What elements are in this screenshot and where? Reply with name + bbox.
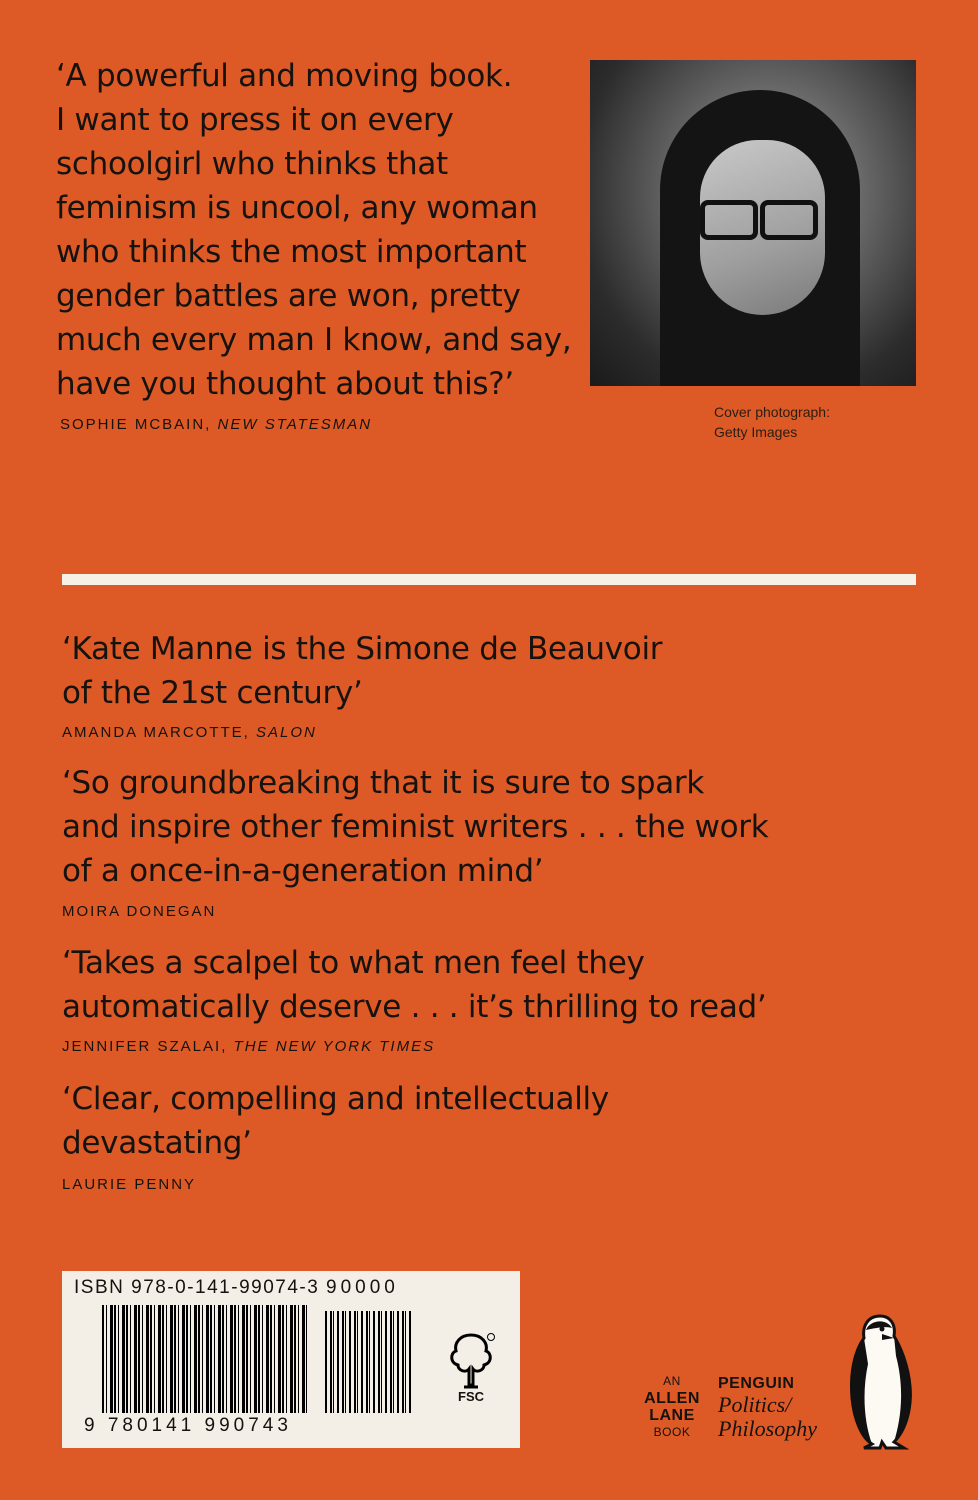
- featured-quote-line: feminism is uncool, any woman: [56, 190, 538, 226]
- featured-quote-line: much every man I know, and say,: [56, 322, 572, 358]
- fsc-label: FSC: [458, 1389, 484, 1404]
- attribution-author: JENNIFER SZALAI,: [62, 1038, 234, 1055]
- attribution-author: LAURIE PENNY: [62, 1176, 197, 1193]
- price-addon-label: 90000: [326, 1277, 399, 1298]
- attribution-author: SOPHIE MCBAIN,: [60, 416, 218, 433]
- imprint-book: BOOK: [653, 1425, 691, 1439]
- quote: [62, 627, 662, 715]
- featured-quote: [56, 54, 571, 406]
- featured-quote-line: schoolgirl who thinks that: [56, 146, 448, 182]
- featured-quote-line: who thinks the most important: [56, 234, 527, 270]
- quote-attribution: [62, 724, 317, 741]
- quote: [62, 1077, 609, 1165]
- photo-glasses-left: [700, 200, 758, 240]
- quote-line: ‘Kate Manne is the Simone de Beauvoir: [62, 631, 663, 667]
- isbn-label: ISBN 978-0-141-99074-3: [74, 1277, 320, 1298]
- quote-attribution: [62, 903, 216, 920]
- quote-line: and inspire other feminist writers . . . the work: [62, 809, 769, 845]
- imprint-lane: LANE: [649, 1407, 695, 1424]
- attribution-source: NEW STATESMAN: [217, 416, 373, 433]
- imprint-allen: ALLEN: [644, 1390, 700, 1407]
- photo-credit: [714, 402, 830, 442]
- quote-line: automatically deserve . . . it’s thrilling to read’: [62, 989, 767, 1025]
- featured-quote-line: ‘A powerful and moving book.: [56, 58, 513, 94]
- attribution-source: THE NEW YORK TIMES: [233, 1038, 436, 1055]
- series-line: Philosophy: [718, 1416, 817, 1441]
- quote-line: ‘Clear, compelling and intellectually: [62, 1081, 609, 1117]
- divider-rule: [62, 574, 916, 585]
- attribution-author: AMANDA MARCOTTE,: [62, 724, 257, 741]
- quote: [62, 761, 768, 893]
- quote-attribution: [62, 1176, 196, 1193]
- featured-quote-line: I want to press it on every: [56, 102, 454, 138]
- imprint-an: AN: [663, 1374, 681, 1388]
- featured-quote-line: gender battles are won, pretty: [56, 278, 521, 314]
- series-line: Politics/: [718, 1392, 792, 1417]
- quote-line: ‘So groundbreaking that it is sure to spark: [62, 765, 705, 801]
- photo-credit-line: Getty Images: [714, 424, 798, 440]
- quote-line: of the 21st century’: [62, 675, 363, 711]
- quote-line: of a once-in-a-generation mind’: [62, 853, 544, 889]
- attribution-author: MOIRA DONEGAN: [62, 903, 217, 920]
- series-label: [718, 1375, 848, 1441]
- attribution-source: SALON: [256, 724, 317, 741]
- addon-barcode: [325, 1311, 412, 1413]
- featured-quote-line: have you thought about this?’: [56, 366, 514, 402]
- quote-attribution: [62, 1038, 435, 1055]
- author-photo: [590, 60, 916, 386]
- quote: [62, 941, 766, 1029]
- barcode-panel: [62, 1271, 520, 1448]
- allen-lane-imprint: [632, 1373, 712, 1441]
- series-brand: PENGUIN: [718, 1375, 795, 1392]
- featured-quote-attribution: [60, 416, 372, 433]
- quote-line: devastating’: [62, 1125, 252, 1161]
- ean-digits: 9 780141 990743: [84, 1415, 292, 1436]
- photo-glasses-right: [760, 200, 818, 240]
- penguin-logo-icon: [846, 1312, 918, 1452]
- quote-line: ‘Takes a scalpel to what men feel they: [62, 945, 645, 981]
- photo-credit-line: Cover photograph:: [714, 404, 830, 420]
- ean-barcode: [102, 1305, 307, 1413]
- fsc-tree-icon: [446, 1331, 496, 1391]
